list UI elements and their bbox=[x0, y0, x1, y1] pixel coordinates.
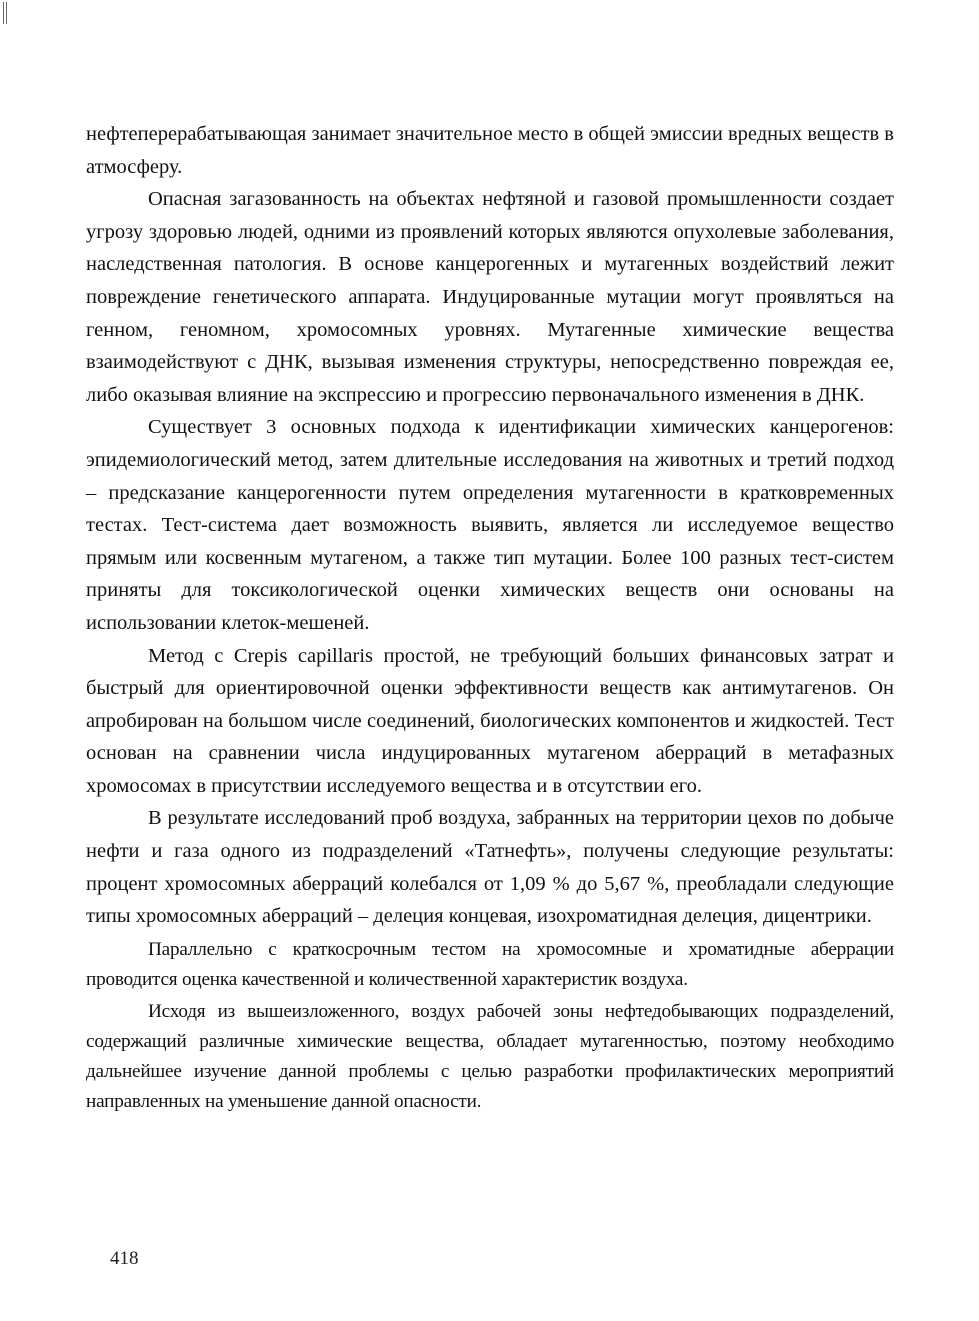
paragraph-results: В результате исследований проб воздуха, забранных на территории цехов по добыче нефти и газа одного из подразделений «Татнефть», получены следующие результаты: процент хромосомных аберраций колебался от 1,09 % до 5,67 %, преобладали следующие типы хромосомных аберраций – делеция концевая, изохроматидная делеция, дицентрики. bbox=[86, 807, 894, 928]
paragraph-parallel-test: Параллельно с краткосрочным тестом на хромосомные и хроматидные аберрации проводится оценка качественной и количественной характеристик воздуха. bbox=[86, 938, 894, 990]
scan-edge-mark bbox=[3, 2, 7, 24]
paragraph-continuation: нефтеперерабатывающая занимает значительное место в общей эмиссии вредных веществ в атмосферу. bbox=[86, 123, 894, 178]
paragraph-conclusion: Исходя из вышеизложенного, воздух рабочей зоны нефтедобывающих подразделений, содержащий различные химические вещества, обладает мутагенностью, поэтому необходимо дальнейшее изучение данной проблемы с целью разработки профилактических мероприятий направленных на уменьшение данной опасности. bbox=[86, 1000, 894, 1112]
body-text bbox=[86, 118, 894, 1117]
paragraph-hazard: Опасная загазованность на объектах нефтяной и газовой промышленности создает угрозу здоровью людей, одними из проявлений которых являются опухолевые заболевания, наследственная патология. В основе канцерогенных и мутагенных воздействий лежит повреждение генетического аппарата. Индуцированные мутации могут проявляться на генном, геномном, хромосомных уровнях. Мутагенные химические вещества взаимодействуют с ДНК, вызывая изменения структуры, непосредственно повреждая ее, либо оказывая влияние на экспрессию и прогрессию первоначального изменения в ДНК. bbox=[86, 188, 894, 406]
paragraph-crepis-method: Метод с Crepis capillaris простой, не требующий больших финансовых затрат и быстрый для ориентировочной оценки эффективности веществ как антимутагенов. Он апробирован на большом числе соединений, биологических компонентов и жидкостей. Тест основан на сравнении числа индуцированных мутагеном аберраций в метафазных хромосомах в присутствии исследуемого вещества и в отсутствии его. bbox=[86, 644, 894, 797]
page-number: 418 bbox=[110, 1248, 139, 1269]
paragraph-approaches: Существует 3 основных подхода к идентификации химических канцерогенов: эпидемиологический метод, затем длительные исследования на животных и третий подход – предсказание канцерогенности путем определения мутагенности в кратковременных тестах. Тест-система дает возможность выявить, является ли исследуемое вещество прямым или косвенным мутагеном, а также тип мутации. Более 100 разных тест-систем приняты для токсикологической оценки химических веществ они основаны на использовании клеток-мешеней. bbox=[86, 416, 894, 634]
